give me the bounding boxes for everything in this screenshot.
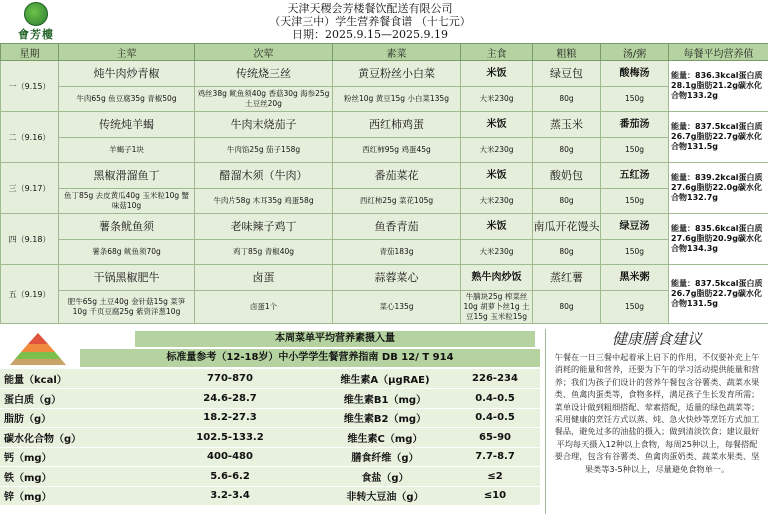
col-header-veg: 素菜 <box>333 44 461 61</box>
main-meat-ingredients: 薯条68g 鱿鱼须70g <box>59 240 195 265</box>
day-ingredient-row <box>1 291 768 324</box>
main-meat-ingredients: 牛肉65g 鱼豆腐35g 青椒50g <box>59 87 195 112</box>
nutrient-name: 蛋白质（g） <box>0 389 140 409</box>
side-meat-dish: 老味辣子鸡丁 <box>195 214 333 240</box>
col-header-soup: 汤/粥 <box>601 44 669 61</box>
grain-ingredients: 80g <box>533 87 601 112</box>
day-nutrition: 能量：836.3kcal蛋白质28.1g脂肪21.2g碳水化合物133.2g <box>669 61 768 112</box>
nutrition-standard-section <box>0 329 768 514</box>
grain-dish: 酸奶包 <box>533 163 601 189</box>
nutrient-name: 碳水化合物（g） <box>0 428 140 448</box>
soup-dish: 酸梅汤 <box>601 61 669 87</box>
staple-ingredients: 大米230g <box>461 240 533 265</box>
nutrient-name: 非转大豆油（g） <box>320 486 450 506</box>
nutrient-range: ≤10 <box>450 486 540 506</box>
nutrient-name: 脂肪（g） <box>0 408 140 428</box>
grain-dish: 绿豆包 <box>533 61 601 87</box>
nutrient-row <box>0 486 540 506</box>
veg-ingredients: 菜心135g <box>333 291 461 324</box>
nutrient-name: 能量（kcal） <box>0 369 140 389</box>
side-meat-dish: 牛肉末烧茄子 <box>195 112 333 138</box>
side-meat-ingredients: 卤蛋1个 <box>195 291 333 324</box>
nutrient-range: 7.7-8.7 <box>450 447 540 467</box>
side-meat-ingredients: 牛肉片58g 木耳35g 鸡蛋58g <box>195 189 333 214</box>
nutrient-standard-table <box>0 369 540 506</box>
staple-dish: 米饭 <box>461 61 533 87</box>
nutrient-name: 维生素B1（mg） <box>320 389 450 409</box>
standard-title: 本周菜单平均营养素摄入量 <box>135 331 535 347</box>
staple-ingredients: 牛腩块25g 榨菜丝10g 胡萝卜丝1g 土豆15g 玉米粒15g <box>461 291 533 324</box>
standard-subtitle: 标准量参考（12-18岁）中小学学生餐营养指南 DB 12/ T 914 <box>80 349 540 367</box>
day-ingredient-row <box>1 138 768 163</box>
weekly-menu-table <box>0 43 768 324</box>
grain-ingredients: 80g <box>533 240 601 265</box>
veg-dish: 鱼香青茄 <box>333 214 461 240</box>
nutrient-range: 24.6-28.7 <box>140 389 320 409</box>
staple-ingredients: 大米230g <box>461 189 533 214</box>
day-ingredient-row <box>1 189 768 214</box>
nutrient-row <box>0 389 540 409</box>
day-label: 二（9.16） <box>1 112 59 163</box>
nutrient-name: 维生素C（mg） <box>320 428 450 448</box>
soup-dish: 番茄汤 <box>601 112 669 138</box>
nutrient-name: 钙（mg） <box>0 447 140 467</box>
company-logo <box>4 2 68 40</box>
day-ingredient-row <box>1 87 768 112</box>
veg-dish: 番茄菜花 <box>333 163 461 189</box>
veg-ingredients: 粉丝10g 黄豆15g 小白菜135g <box>333 87 461 112</box>
advice-title: 健康膳食建议 <box>611 330 702 348</box>
menu-title: （天津三中）学生营养餐食谱 （十七元） <box>269 15 471 28</box>
grain-ingredients: 80g <box>533 291 601 324</box>
nutrient-range: 770-870 <box>140 369 320 389</box>
day-ingredient-row <box>1 240 768 265</box>
main-meat-dish: 干锅黑椒肥牛 <box>59 265 195 291</box>
nutrient-range: 102.5-133.2 <box>140 428 320 448</box>
day-dish-row <box>1 61 768 87</box>
side-meat-ingredients: 鸡丝38g 鱿鱼须40g 香菇30g 海参25g 土豆丝20g <box>195 87 333 112</box>
header <box>0 0 768 42</box>
nutrient-range: 0.4-0.5 <box>450 408 540 428</box>
nutrient-name: 锌（mg） <box>0 486 140 506</box>
day-nutrition: 能量：835.6kcal蛋白质27.6g脂肪20.9g碳水化合物134.3g <box>669 214 768 265</box>
nutrient-name: 铁（mg） <box>0 467 140 487</box>
veg-ingredients: 西红柿25g 菜花105g <box>333 189 461 214</box>
grain-ingredients: 80g <box>533 138 601 163</box>
grain-dish: 南瓜开花馒头 <box>533 214 601 240</box>
side-meat-dish: 醋溜木须（牛肉） <box>195 163 333 189</box>
soup-dish: 黑米粥 <box>601 265 669 291</box>
main-meat-ingredients: 鱼丁85g 去皮黄瓜40g 玉米粒10g 蟹味菇10g <box>59 189 195 214</box>
grain-dish: 蒸玉米 <box>533 112 601 138</box>
day-dish-row <box>1 112 768 138</box>
col-header-side-meat: 次荤 <box>195 44 333 61</box>
veg-dish: 蒜蓉菜心 <box>333 265 461 291</box>
nutrient-name: 膳食纤维（g） <box>320 447 450 467</box>
veg-dish: 黄豆粉丝小白菜 <box>333 61 461 87</box>
nutrient-row <box>0 408 540 428</box>
staple-dish: 熟牛肉炒饭 <box>461 265 533 291</box>
main-meat-dish: 炖牛肉炒青椒 <box>59 61 195 87</box>
day-dish-row <box>1 214 768 240</box>
soup-ingredients: 150g <box>601 189 669 214</box>
day-label: 一（9.15） <box>1 61 59 112</box>
nutrient-range: ≤2 <box>450 467 540 487</box>
main-meat-dish: 传统炖羊蝎 <box>59 112 195 138</box>
staple-dish: 米饭 <box>461 163 533 189</box>
soup-ingredients: 150g <box>601 291 669 324</box>
nutrient-name: 维生素A（μgRAE) <box>320 369 450 389</box>
grain-ingredients: 80g <box>533 189 601 214</box>
veg-ingredients: 青茄183g <box>333 240 461 265</box>
nutrient-row <box>0 428 540 448</box>
soup-ingredients: 150g <box>601 240 669 265</box>
day-label: 四（9.18） <box>1 214 59 265</box>
main-meat-dish: 薯条鱿鱼须 <box>59 214 195 240</box>
staple-dish: 米饭 <box>461 214 533 240</box>
nutrient-range: 226-234 <box>450 369 540 389</box>
day-dish-row <box>1 163 768 189</box>
day-nutrition: 能量：837.5kcal蛋白质26.7g脂肪22.7g碳水化合物131.5g <box>669 265 768 324</box>
day-label: 五（9.19） <box>1 265 59 324</box>
health-advice-panel <box>545 329 768 514</box>
nutrient-range: 5.6-6.2 <box>140 467 320 487</box>
advice-text: 午餐在一日三餐中起着承上启下的作用，不仅要补充上午消耗的能量和营养，还要为下午的学习活动提供能量和营养；我们为孩子们设计的营养午餐包含谷薯类、蔬菜水果类、鱼禽肉蛋类等，食物多样，满足孩子生长发育所需；菜单设计做到粗细搭配、荤素搭配，适量的绿色蔬菜等；采用健康的烹饪方式以蒸、炖、急火快炒等烹饪方式加工餐品，避免过多的油盐的摄入；做到清淡饮食；建议最好平均每天摄入12种以上食物，每周25种以上，每餐搭配要合理，包含有谷薯类、鱼禽肉蛋奶类、蔬菜水果类、坚果类等3-5种以上，尽量避免食物单一。 <box>554 352 760 474</box>
title-block <box>210 2 530 41</box>
nutrient-name: 维生素B2（mg） <box>320 408 450 428</box>
day-nutrition: 能量：839.2kcal蛋白质27.6g脂肪22.0g碳水化合物132.7g <box>669 163 768 214</box>
col-header-day: 星期 <box>1 44 59 61</box>
staple-ingredients: 大米230g <box>461 138 533 163</box>
side-meat-dish: 卤蛋 <box>195 265 333 291</box>
food-pyramid-icon <box>8 331 68 367</box>
day-nutrition: 能量：837.5kcal蛋白质26.7g脂肪22.7g碳水化合物131.5g <box>669 112 768 163</box>
menu-header-row <box>1 44 768 61</box>
nutrient-name: 食盐（g） <box>320 467 450 487</box>
side-meat-dish: 传统烧三丝 <box>195 61 333 87</box>
date-range: 日期：2025.9.15—2025.9.19 <box>292 28 448 41</box>
nutrient-range: 400-480 <box>140 447 320 467</box>
nutrient-range: 18.2-27.3 <box>140 408 320 428</box>
soup-dish: 五红汤 <box>601 163 669 189</box>
veg-ingredients: 西红柿95g 鸡蛋45g <box>333 138 461 163</box>
staple-dish: 米饭 <box>461 112 533 138</box>
col-header-grain: 粗粮 <box>533 44 601 61</box>
nutrient-range: 65-90 <box>450 428 540 448</box>
main-meat-dish: 黑椒滑溜鱼丁 <box>59 163 195 189</box>
main-meat-ingredients: 羊蝎子1块 <box>59 138 195 163</box>
nutrient-range: 3.2-3.4 <box>140 486 320 506</box>
veg-dish: 西红柿鸡蛋 <box>333 112 461 138</box>
nutrient-row <box>0 369 540 389</box>
company-name: 天津天稷会芳楼餐饮配送有限公司 <box>287 2 453 15</box>
nutrient-range: 0.4-0.5 <box>450 389 540 409</box>
grain-dish: 蒸红薯 <box>533 265 601 291</box>
soup-ingredients: 150g <box>601 87 669 112</box>
nutrient-row <box>0 447 540 467</box>
logo-text: 會芳樓 <box>18 28 54 41</box>
day-label: 三（9.17） <box>1 163 59 214</box>
side-meat-ingredients: 牛肉馅25g 茄子158g <box>195 138 333 163</box>
day-dish-row <box>1 265 768 291</box>
main-meat-ingredients: 肥牛65g 土豆40g 金针菇15g 菜笋10g 千页豆腐25g 紫资洋葱10g <box>59 291 195 324</box>
staple-ingredients: 大米230g <box>461 87 533 112</box>
soup-ingredients: 150g <box>601 138 669 163</box>
col-header-main-meat: 主荤 <box>59 44 195 61</box>
nutrient-row <box>0 467 540 487</box>
col-header-staple: 主食 <box>461 44 533 61</box>
side-meat-ingredients: 鸡丁85g 青椒40g <box>195 240 333 265</box>
soup-dish: 绿豆汤 <box>601 214 669 240</box>
col-header-nutrition: 每餐平均营养值 <box>669 44 768 61</box>
logo-emblem-icon <box>24 2 48 26</box>
